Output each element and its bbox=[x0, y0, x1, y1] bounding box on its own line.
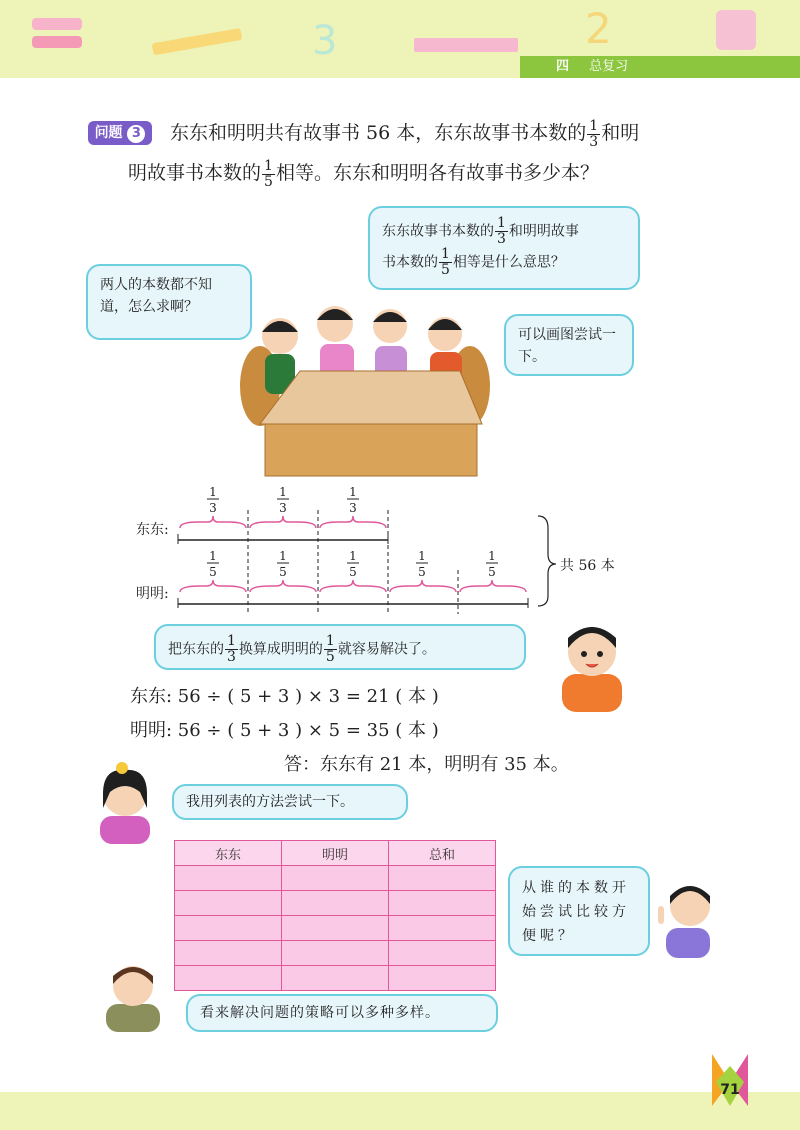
fraction-numerator: 1 bbox=[441, 246, 450, 262]
fraction-numerator: 1 bbox=[264, 157, 273, 174]
brace-third bbox=[320, 516, 386, 528]
brace-fifth bbox=[460, 580, 526, 592]
fraction-numerator: 1 bbox=[325, 633, 335, 649]
problem-text: 相等。东东和明明各有故事书多少本？ bbox=[275, 162, 599, 184]
fraction-denominator: 3 bbox=[227, 649, 236, 665]
fifth-denominator: 5 bbox=[209, 565, 217, 579]
bubble-text: 就容易解决了。 bbox=[337, 641, 436, 658]
table-cell bbox=[389, 941, 496, 966]
table-header-dongdong: 东东 bbox=[175, 841, 282, 866]
answer-text: 答：东东有 21 本，明明有 35 本。 bbox=[284, 754, 569, 775]
problem-text: 东东和明明共有故事书 56 本，东东故事书本数的 bbox=[170, 122, 587, 144]
teacher-bubble: 看来解决问题的策略可以多种多样。 bbox=[186, 994, 498, 1032]
fraction-numerator: 1 bbox=[497, 215, 506, 231]
table-cell bbox=[282, 866, 389, 891]
table-cell bbox=[175, 916, 282, 941]
third-numerator: 1 bbox=[349, 485, 357, 499]
bubble-text: 相等是什么意思？ bbox=[452, 254, 565, 271]
table-cell bbox=[389, 866, 496, 891]
table-header-row bbox=[175, 841, 496, 866]
table-row bbox=[175, 941, 496, 966]
label-mingming: 明明: bbox=[136, 586, 169, 602]
problem-badge bbox=[88, 121, 152, 145]
boy-pointing-illustration bbox=[654, 876, 720, 958]
fifth-denominator: 5 bbox=[349, 565, 357, 579]
left-bubble: 两人的本数都不知道，怎么求啊？ bbox=[86, 264, 252, 340]
problem-text: 和明 bbox=[601, 122, 640, 144]
brace-fifth bbox=[250, 580, 316, 592]
problem-text: 明故事书本数的 bbox=[128, 162, 262, 184]
fifth-numerator: 1 bbox=[418, 549, 426, 563]
table-row bbox=[175, 916, 496, 941]
problem-label: 问题 bbox=[94, 125, 123, 141]
fifth-denominator: 5 bbox=[418, 565, 426, 579]
fraction-denominator: 3 bbox=[589, 133, 599, 150]
footer-band bbox=[0, 1092, 800, 1130]
total-label: 共 56 本 bbox=[560, 558, 615, 574]
bubble-text: 把东东的 bbox=[168, 641, 224, 658]
problem-line-1 bbox=[170, 118, 750, 150]
bubble-text: 东东故事书本数的 bbox=[382, 223, 494, 240]
table-cell bbox=[389, 916, 496, 941]
table-cell bbox=[389, 891, 496, 916]
chapter-title: 总复习 bbox=[589, 59, 629, 74]
bubble-text: 换算成明明的 bbox=[238, 641, 323, 658]
total-brace bbox=[538, 516, 556, 606]
table-cell bbox=[175, 891, 282, 916]
page-number: 71 bbox=[720, 1082, 740, 1098]
chapter-number: 四 bbox=[556, 59, 570, 74]
fifth-denominator: 5 bbox=[488, 565, 496, 579]
fifth-denominator: 5 bbox=[279, 565, 287, 579]
table-cell bbox=[282, 916, 389, 941]
problem-line-2 bbox=[128, 158, 728, 190]
fraction-one-third bbox=[225, 634, 238, 665]
table-cell bbox=[282, 891, 389, 916]
trial-table bbox=[174, 840, 496, 991]
table-header-mingming: 明明 bbox=[282, 841, 389, 866]
fraction-one-fifth bbox=[324, 634, 337, 665]
digit-two-doodle: 2 bbox=[585, 4, 612, 53]
brace-fifth bbox=[180, 580, 246, 592]
bubble-text: 和明明故事 bbox=[508, 223, 579, 240]
fifth-numerator: 1 bbox=[488, 549, 496, 563]
table-cell bbox=[389, 966, 496, 991]
brace-third bbox=[250, 516, 316, 528]
girl-bubble: 我用列表的方法尝试一下。 bbox=[172, 784, 408, 820]
third-denominator: 3 bbox=[209, 501, 217, 515]
third-numerator: 1 bbox=[209, 485, 217, 499]
fraction-one-third bbox=[495, 216, 508, 247]
question-bubble bbox=[368, 206, 640, 290]
fraction-numerator: 1 bbox=[589, 117, 599, 134]
girl-illustration bbox=[92, 762, 158, 844]
fraction-one-fifth bbox=[262, 159, 275, 190]
third-denominator: 3 bbox=[349, 501, 357, 515]
table-row bbox=[175, 866, 496, 891]
children-at-table-illustration bbox=[230, 296, 500, 478]
brace-third bbox=[180, 516, 246, 528]
third-numerator: 1 bbox=[279, 485, 287, 499]
table-cell bbox=[282, 941, 389, 966]
table-header-total: 总和 bbox=[389, 841, 496, 866]
equation-mingming: 明明: 56 ÷ ( 5 + 3 ) × 5 = 35 ( 本 ) bbox=[130, 720, 439, 741]
teacher-illustration bbox=[100, 960, 166, 1032]
fraction-denominator: 5 bbox=[264, 173, 273, 190]
table-row bbox=[175, 891, 496, 916]
brace-fifth bbox=[390, 580, 456, 592]
chapter-tab bbox=[520, 56, 800, 78]
fraction-denominator: 3 bbox=[497, 231, 506, 247]
table-cell bbox=[175, 941, 282, 966]
bubble-text: 书本数的 bbox=[382, 254, 438, 271]
fraction-one-third bbox=[587, 119, 600, 150]
line-segment-diagram bbox=[128, 484, 628, 614]
third-denominator: 3 bbox=[279, 501, 287, 515]
fifth-numerator: 1 bbox=[209, 549, 217, 563]
fifth-numerator: 1 bbox=[349, 549, 357, 563]
boy-question-bubble: 从谁的本数开始尝试比较方便呢？ bbox=[508, 866, 650, 956]
convert-bubble bbox=[154, 624, 526, 670]
table-cell bbox=[282, 966, 389, 991]
fraction-one-fifth bbox=[439, 247, 452, 278]
eraser-doodle bbox=[28, 12, 88, 62]
fifth-numerator: 1 bbox=[279, 549, 287, 563]
label-dongdong: 东东: bbox=[136, 522, 169, 538]
equation-dongdong: 东东: 56 ÷ ( 5 + 3 ) × 3 = 21 ( 本 ) bbox=[130, 686, 439, 707]
fraction-numerator: 1 bbox=[227, 633, 236, 649]
calculator-doodle bbox=[712, 6, 762, 54]
brace-fifth bbox=[320, 580, 386, 592]
digit-three-doodle: 3 bbox=[312, 18, 338, 64]
ruler-doodle bbox=[150, 22, 250, 62]
right-bubble: 可以画图尝试一下。 bbox=[504, 314, 634, 376]
table-row bbox=[175, 966, 496, 991]
boy-illustration bbox=[544, 616, 638, 712]
ruler-pink-doodle bbox=[412, 34, 522, 58]
fraction-denominator: 5 bbox=[441, 262, 450, 278]
page-corner-decoration bbox=[708, 1052, 752, 1108]
table-cell bbox=[175, 966, 282, 991]
table-cell bbox=[175, 866, 282, 891]
fraction-denominator: 5 bbox=[325, 649, 335, 665]
problem-number: 3 bbox=[127, 125, 145, 143]
